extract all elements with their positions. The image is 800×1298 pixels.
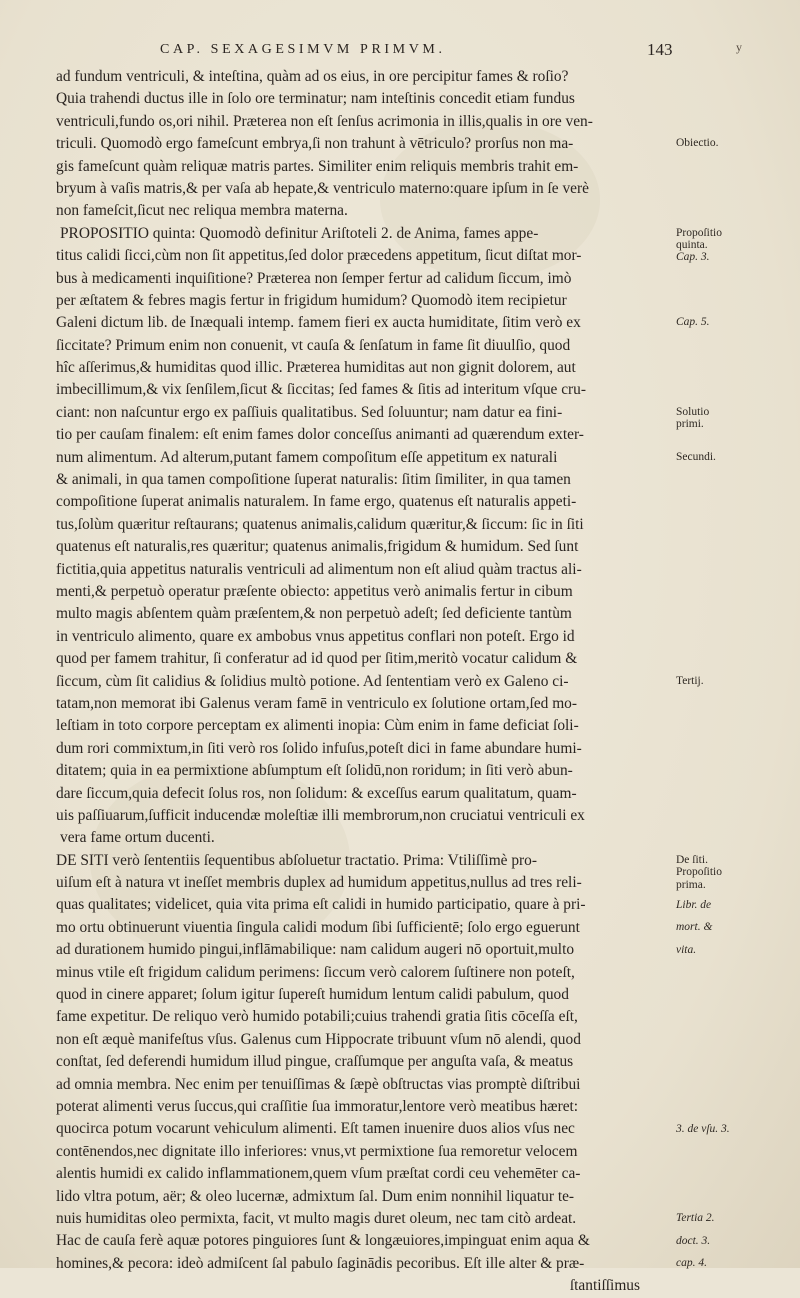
- text-line: fictitia,quia appetitus naturalis ventriculi ad alimentum non eſt aliud quàm tractus ali-: [56, 560, 582, 578]
- text-line: tus,ſolùm quæritur reſtaurans; quatenus animalis,calidum quæritur,& ſiccum: ſic in ſiti: [56, 515, 584, 533]
- margin-note: prima.: [676, 878, 706, 891]
- text-line: minus vtile eſt frigidum calidum perimens: ſiccum verò calorem ſuſtinere non poteſt,: [56, 963, 575, 981]
- text-line: ad fundum ventriculi, & inteſtina, quàm ad os eius, in ore percipitur fames & roſio?: [56, 68, 569, 85]
- text-line: bryum à vaſis matris,& per vaſa ab hepate,& ventriculo materno:quare ipſum in ſe verè: [56, 179, 589, 197]
- text-line: tio per cauſam finalem: eſt enim fames dolor conceſſus animanti ad quærendum exter-: [56, 426, 584, 444]
- text-line: ad omnia membra. Nec enim per tenuiſſimas & ſæpè obſtructas vias promptè diſtribui: [56, 1075, 581, 1093]
- text-line: contēnendos,nec dignitate illo inferiores: vnus,vt permixtione ſua remoretur velocem: [56, 1142, 578, 1160]
- margin-note: Cap. 5.: [676, 316, 710, 329]
- text-line: bus à medicamenti inquiſitione? Præterea non ſemper fertur ad calidum ſiccum, imò: [56, 269, 572, 287]
- text-line: compoſitione ſuperat animalis naturalem. In fame ergo, quatenus eſt naturalis appeti-: [56, 493, 577, 511]
- text-line: leſtiam in toto corpore perceptam ex alimenti inopia: Cùm enim in fame deficiat ſoli-: [56, 717, 579, 735]
- page-header: [0, 42, 800, 64]
- margin-note: Obiectio.: [676, 137, 719, 150]
- text-line: imbecillimum,& vix ſenſilem,ſicut & ſiccitas; ſed fames & ſitis ad interitum vſque cru-: [56, 381, 587, 399]
- text-line: mo ortu obtinuerunt viuentia ſingula calidi modum ſibi ſufficientē; ſolo ergo eguerunt: [56, 918, 580, 936]
- margin-note: Propoſitio: [676, 866, 723, 879]
- text-line: quod per famem trahitur, ſi conferatur ad id quod per ſitim,meritò vocatur calidum &: [56, 650, 578, 668]
- margin-note: De ſiti.: [676, 854, 708, 866]
- text-line: vera fame ortum ducenti.: [60, 829, 215, 847]
- running-head: CAP. SEXAGESIMVM PRIMVM.: [160, 42, 446, 57]
- text-line: num alimentum. Ad alterum,putant famem compoſitum eſſe appetitum ex naturali: [56, 448, 558, 466]
- text-line: in ventriculo alimento, quare ex ambobus vnus appetitus conflari non poteſt. Ergo id: [56, 627, 575, 645]
- margin-note: cap. 4.: [676, 1257, 707, 1270]
- text-line: conſtat, ſed deferendi humidum illud pingue, craſſumque per anguſta vaſa, & meatus: [56, 1053, 574, 1071]
- text-line: tatam,non memorat ibi Galenus veram famē in ventriculo ex ſolutione ortam,ſed mo-: [56, 694, 577, 712]
- text-line: quatenus eſt naturalis,res quæritur; quatenus animalis,frigidum & humidum. Sed ſunt: [56, 538, 579, 556]
- text-line: menti,& perpetuò operatur præſente obiecto: appetitus verò animalis fertur in cibum: [56, 582, 573, 600]
- text-line: ciant: non naſcuntur ergo ex paſſiuis qualitatibus. Sed ſoluuntur; nam datur ea fini-: [56, 403, 563, 421]
- margin-note: primi.: [676, 418, 704, 431]
- text-line: homines,& pecora: ideò admiſcent ſal pabulo ſaginādis pecoribus. Eſt ille alter & præ-: [56, 1254, 585, 1272]
- text-line: nuis humiditas oleo permixta, facit, vt multo magis duret oleum, nec tam citò ardeat.: [56, 1209, 577, 1227]
- margin-note: Secundi.: [676, 450, 716, 463]
- margin-note: Solutio: [676, 406, 710, 418]
- text-line: poterat alimenti verus ſuccus,qui craſſitie ſua immoratur,lentore verò meatibus hæret:: [56, 1097, 579, 1115]
- margin-note: Tertij.: [676, 674, 704, 687]
- text-line: ſtantiſſimus: [569, 1277, 640, 1295]
- text-line: ſiccum, cùm ſit calidius & ſolidius multò potione. Ad ſententiam verò ex Galeno ci-: [56, 672, 569, 690]
- text-line: ditatem; quia in ea permixtione abſumptum eſt ſolidū,non roridum; in ſiti verò abun-: [56, 762, 573, 780]
- text-line: Galeni dictum lib. de Inæquali intemp. famem fieri ex aucta humiditate, ſitim verò ex: [56, 314, 581, 332]
- text-line: lido vltra potum, aër; & oleo lucernæ, admixtum ſal. Dum enim nonnihil liquatur te-: [56, 1187, 575, 1205]
- text-line: ſiccitate? Primum enim non conuenit, vt cauſa & ſenſatum in fame ſit diuulſio, quod: [56, 336, 571, 354]
- margin-note: doct. 3.: [676, 1234, 711, 1247]
- text-line: alentis humidi ex calido inflammationem,quem vſum præſtat cordi ceu vehemēter ca-: [56, 1165, 581, 1183]
- text-line: per æſtatem & febres magis fertur in frigidum humidum? Quomodò item recipietur: [56, 291, 567, 309]
- text-line: dare ſiccum,quia defecit ſolus ros, non ſolidum: & exceſſus earum qualitatum, quam-: [56, 784, 577, 802]
- margin-note: Cap. 3.: [676, 251, 710, 264]
- text-line: hîc aſſerimus,& humiditas quod illic. Præterea humiditas aut non gignit dolorem, aut: [56, 359, 576, 377]
- text-line: ad durationem humido pingui,inflāmabilique: nam calidum augeri nō oportuit,multo: [56, 941, 575, 959]
- text-line: ventriculi,fundo os,ori nihil. Præterea non eſt ſenſus acrimonia in illis,qualis in ore ven-: [56, 112, 593, 130]
- text-line: PROPOSITIO quinta: Quomodò definitur Ariſtoteli 2. de Anima, fames appe-: [60, 224, 539, 242]
- margin-note: Libr. de: [676, 898, 712, 911]
- text-line: fame expetitur. De reliquo verò humido potabili;cuius trahendi gratia ſitis cōceſſa eſt,: [56, 1008, 578, 1026]
- text-line: triculi. Quomodò ergo fameſcunt embrya,ſi non trahunt à vētriculo? prorſus non ma-: [56, 135, 574, 153]
- text-line: multo magis abſentem quàm præſentem,& non perpetuò adeſt; ſed deficiente tantùm: [56, 605, 572, 623]
- margin-note: 3. de vſu. 3.: [676, 1122, 730, 1135]
- margin-note: Tertia 2.: [676, 1212, 715, 1225]
- body-text: [56, 66, 670, 1297]
- text-line: quocirca potum vocarunt vehiculum alimenti. Eſt tamen inuenire duos alios vſus nec: [56, 1120, 575, 1138]
- corner-mark: y: [736, 40, 742, 54]
- text-line: Hac de cauſa ferè aquæ potores pinguiores ſunt & longæuiores,impinguat enim aqua &: [56, 1232, 590, 1250]
- margin-note: quinta.: [676, 239, 708, 252]
- page-number: 143: [647, 40, 673, 59]
- text-line: gis fameſcunt quàm reliquæ matris partes. Similiter enim reliquis membris trahit em-: [56, 157, 579, 175]
- text-line: quod in cinere apparet; ſolum igitur ſupereſt humidum lentum calidi pabulum, quod: [56, 986, 569, 1004]
- text-line: non fameſcit,ſicut nec reliqua membra materna.: [56, 202, 348, 220]
- margin-note: vita.: [676, 943, 697, 956]
- text-line: Quia trahendi ductus ille in ſolo ore terminatur; nam inteſtinis concedit etiam fundus: [56, 90, 575, 108]
- text-line: uis paſſiuarum,ſufficit inducendæ moleſtiæ illi membrorum,non cruciatui ventriculi ex: [56, 806, 585, 824]
- text-line: titus calidi ſicci,cùm non ſit appetitus,ſed dolor præcedens appetitum, ſicut diſtat mor-: [56, 247, 582, 265]
- text-line: dum rori commixtum,in ſiti verò ros ſolido infuſus,poteſt dici in fame abundare humi-: [56, 739, 582, 757]
- text-line: uiſum eſt à natura vt ineſſet membris duplex ad humidum appetitus,nullus ad tres reli-: [56, 874, 582, 892]
- text-line: & animali, in qua tamen compoſitione ſuperat naturalis: ſitim ſimiliter, in qua tamen: [56, 471, 571, 489]
- margin-notes: [676, 66, 796, 1270]
- text-line: quas qualitates; videlicet, quia vita prima eſt calidi in humido participatio, quare à pri-: [56, 896, 586, 914]
- text-line: DE SITI verò ſententiis ſequentibus abſoluetur tractatio. Prima: Vtiliſſimè pro-: [56, 851, 537, 869]
- text-line: non eſt æquè manifeſtus vſus. Galenus cum Hippocrate tribuunt vſum nō alendi, quod: [56, 1030, 581, 1048]
- margin-note: Propoſitio: [676, 226, 723, 239]
- margin-note: mort. &: [676, 921, 713, 934]
